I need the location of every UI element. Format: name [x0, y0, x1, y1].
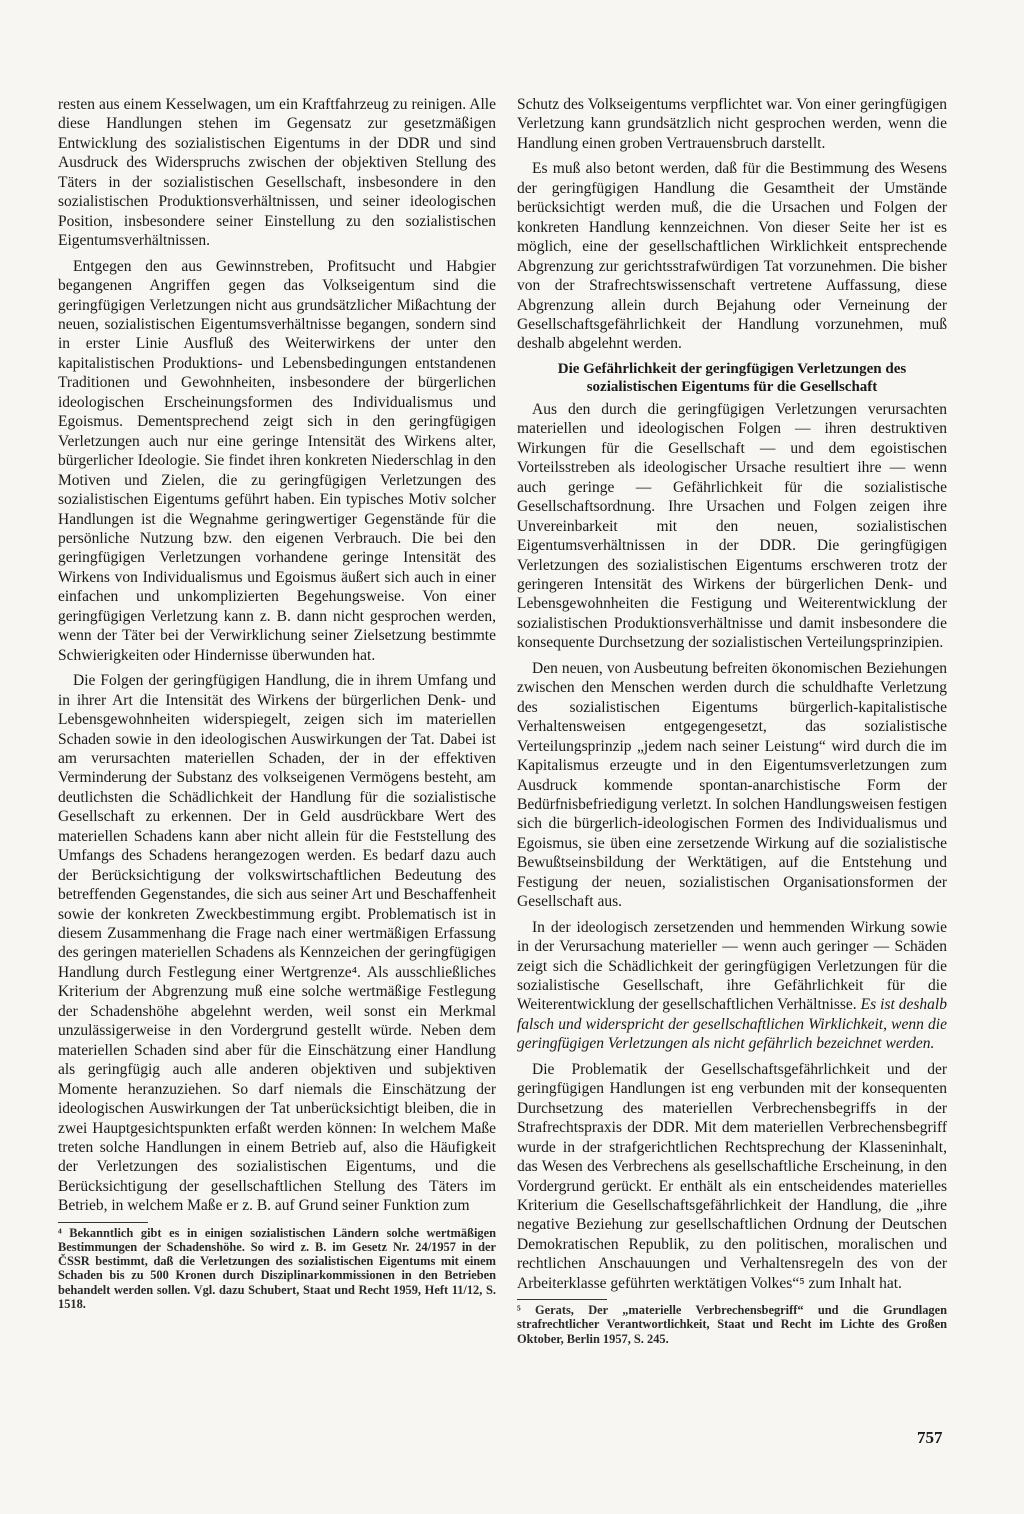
- paragraph: Schutz des Volkseigentums verpflichtet war. Von einer geringfügigen Verletzung kann grundsätzlich nicht gesprochen werden, wenn die Handlung einen groben Vertrauensbruch darstellt.: [517, 96, 947, 152]
- paragraph: Die Problematik der Gesellschaftsgefährlichkeit und der geringfügigen Handlungen ist eng verbunden mit der konsequenten Durchsetzung des materiellen Verbrechensbegriffs in der Strafrechtspraxis der DDR. Mit dem materiellen Verbrechensbegriff wurde in der strafgerichtlichen Rechtsprechung der Klasseninhalt, das Wesen des Verbrechens als gesellschaftliche Erscheinung, in den Vordergrund gerückt. Er enthält als ein entscheidendes materielles Kriterium die Gesellschaftsgefährlichkeit der Handlung, die „ihre negative Beziehung zur gesellschaftlichen Ordnung der Deutschen Demokratischen Republik, zu den politischen, moralischen und rechtlichen Anschauungen und Verhaltensregeln des von der Arbeiterklasse geführten werktätigen Volkes“⁵ zum Inhalt hat.: [517, 1060, 947, 1292]
- footnote-separator: [58, 1222, 148, 1223]
- paragraph: resten aus einem Kesselwagen, um ein Kraftfahrzeug zu reinigen. Alle diese Handlungen stehen im Gegensatz zur gesetzmäßigen Entwicklung des sozialistischen Eigentums in der DDR und sind Ausdruck des Widerspruchs zwischen der objektiven Stellung des Täters in der sozialistischen Gesellschaft, insbesondere in den sozialistischen Produktionsverhältnissen, und seiner ideologischen Position, insbesondere seiner Einstellung zu den sozialistischen Eigentumsverhältnissen.: [58, 96, 496, 250]
- paragraph: Entgegen den aus Gewinnstreben, Profitsucht und Habgier begangenen Angriffen gegen das Volkseigentum sind die geringfügigen Verletzungen nicht aus grundsätzlicher Mißachtung der neuen, sozialistischen Eigentumsverhältnisse begangen, sondern sind in erster Linie Ausfluß des Weiterwirkens der unter den kapitalistischen Produktions- und Lebensbedingungen entstandenen Traditionen und Gewohnheiten, insbesondere der bürgerlichen ideologischen Erscheinungsformen des Individualismus und Egoismus. Dementsprechend zeigt sich in den geringfügigen Verletzungen auch nur eine geringe Intensität des Wirkens alter, bürgerlicher Ideologie. Sie findet ihren konkreten Niederschlag in den Motiven und Zielen, die zu geringfügigen Verletzungen des sozialistischen Eigentums geführt haben. Ein typisches Motiv solcher Handlungen ist die Wegnahme geringwertiger Gegenstände für die persönliche Nutzung bzw. den eigenen Verbrauch. Die bei den geringfügigen Verletzungen vorhandene geringe Intensität des Wirkens von Individualismus und Egoismus äußert sich auch in einer einfachen und unkomplizierten Begehungsweise. Von einer geringfügigen Verletzung kann z. B. dann nicht gesprochen werden, wenn der Täter bei der Verwirklichung seiner Zielsetzung bestimmte Schwierigkeiten oder Hindernisse überwunden hat.: [58, 257, 496, 664]
- paragraph: [517, 918, 947, 1054]
- paragraph-text: In der ideologisch zersetzenden und hemmenden Wirkung sowie in der Verursachung materieller — wenn auch geringer — Schäden zeigt sich die Schädlichkeit der geringfügigen Verletzungen für die sozialistische Gesellschaft, ihre Gefährlichkeit für die Weiterentwicklung der gesellschaftlichen Verhältnisse.: [517, 918, 947, 1014]
- footnote: ⁴ Bekanntlich gibt es in einigen sozialistischen Ländern solche wertmäßigen Bestimmungen der Schadenshöhe. So wird z. B. im Gesetz Nr. 24/1957 in der ČSSR bestimmt, daß die Verletzungen des sozialistischen Eigentums mit einem Schaden bis zu 500 Kronen durch Disziplinarkommissionen in den Betrieben behandelt werden sollen. Vgl. dazu Schubert, Staat und Recht 1959, Heft 11/12, S. 1518.: [58, 1225, 496, 1311]
- paragraph: Es muß also betont werden, daß für die Bestimmung des Wesens der geringfügigen Handlung die Gesamtheit der Umstände berücksichtigt werden muß, die die Ursachen und Folgen der konkreten Handlung kennzeichnen. Von dieser Seite her ist es möglich, eine der gesellschaftlichen Wirklichkeit entsprechende Abgrenzung zur gerichtsstrafwürdigen Tat vorzunehmen. Die bisher von der Strafrechtswissenschaft vertretene Auffassung, diese Abgrenzung allein durch Bejahung oder Verneinung der Gesellschaftsgefährlichkeit der Handlung vorzunehmen, muß deshalb abgelehnt werden.: [517, 160, 947, 353]
- emphasized-text: Es ist deshalb falsch und widerspricht der gesellschaftlichen Wirklichkeit, wenn die geringfügigen Verletzungen als nicht gefährlich bezeichnet werden.: [517, 996, 947, 1053]
- left-column: [58, 95, 496, 1311]
- paragraph: Aus den durch die geringfügigen Verletzungen verursachten materiellen und ideologischen Folgen — ihren destruktiven Wirkungen für die Gesellschaft — und dem egoistischen Vorteilsstreben als ideologischer Ursache resultiert ihre — wenn auch geringe — Gefährlichkeit für die sozialistische Gesellschaftsordnung. Ihre Ursachen und Folgen zeigen ihre Unvereinbarkeit mit den neuen, sozialistischen Eigentumsverhältnissen in der DDR. Die geringfügigen Verletzungen des sozialistischen Eigentums erschweren trotz der geringeren Intensität des Wirkens der bürgerlichen Denk- und Lebensgewohnheiten die Festigung und Weiterentwicklung der sozialistischen Produktionsverhältnisse und damit insbesondere die konsequente Durchsetzung der sozialistischen Verteilungsprinzipien.: [517, 400, 947, 652]
- footnote-separator: [517, 1299, 607, 1300]
- paragraph: Den neuen, von Ausbeutung befreiten ökonomischen Beziehungen zwischen den Menschen werden durch die schuldhafte Verletzung des sozialistischen Eigentums bürgerlich-kapitalistische Verhaltensweisen entgegengesetzt, das sozialistische Verteilungsprinzip „jedem nach seiner Leistung“ wird durch die im Kapitalismus erzeugte und in den Eigentumsverletzungen zum Ausdruck kommende spontan-anarchistische Form der Bedürfnisbefriedigung verletzt. In solchen Handlungsweisen festigen sich die bürgerlich-ideologischen Formen des Individualismus und Egoismus, sie üben eine zersetzende Wirkung auf die sozialistische Bewußtseinsbildung der Werktätigen, auf die Entstehung und Festigung der neuen, sozialistischen Organisationsformen der Gesellschaft aus.: [517, 659, 947, 911]
- footnote: ⁵ Gerats, Der „materielle Verbrechensbegriff“ und die Grundlagen strafrechtlicher Verantwortlichkeit, Staat und Recht im Lichte des Großen Oktober, Berlin 1957, S. 245.: [517, 1303, 947, 1346]
- right-column: [517, 95, 947, 1346]
- paragraph: Die Folgen der geringfügigen Handlung, die in ihrem Umfang und in ihrer Art die Intensität des Wirkens der bürgerlichen Denk- und Lebensgewohnheiten widerspiegelt, zeigen sich im materiellen Schaden sowie in den ideologischen Auswirkungen der Tat. Dabei ist am verursachten materiellen Schaden, der in der effektiven Verminderung der Substanz des volkseigenen Vermögens besteht, am deutlichsten die Schädlichkeit der Handlung für die sozialistische Gesellschaft zu erkennen. Der in Geld ausdrückbare Wert des materiellen Schadens kann aber nicht allein für die Feststellung des Umfangs des Schadens herangezogen werden. Es bedarf dazu auch der Berücksichtigung der volkswirtschaftlichen Bedeutung des betreffenden Gegenstandes, die sich aus seiner Art und Beschaffenheit sowie der konkreten Zweckbestimmung ergibt. Problematisch ist in diesem Zusammenhang die Frage nach einer wertmäßigen Erfassung des geringen materiellen Schadens als Kennzeichen der geringfügigen Handlung durch Festlegung einer Wertgrenze⁴. Als ausschließliches Kriterium der Abgrenzung muß eine solche wertmäßige Festlegung der Schadenshöhe abgelehnt werden, weil sonst ein Merkmal unzulässigerweise in den Vordergrund gestellt würde. Neben dem materiellen Schaden sind aber für die Einschätzung einer Handlung als geringfügig auch alle anderen objektiven und subjektiven Momente heranzuziehen. So darf niemals die Einschätzung der ideologischen Auswirkungen der Tat unberücksichtigt bleiben, die in zwei Hauptgesichtspunkten erfaßt werden können: In welchem Maße treten solche Handlungen in einem Betrieb auf, also die Häufigkeit der Verletzungen des sozialistischen Eigentums, und die Berücksichtigung der gesellschaftlichen Stellung des Täters im Betrieb, in welchem Maße er z. B. auf Grund seiner Funktion zum: [58, 672, 496, 1215]
- page-number: 757: [917, 1428, 943, 1447]
- section-heading: Die Gefährlichkeit der geringfügigen Verletzungen des sozialistischen Eigentums für die Gesellschaft: [557, 360, 907, 395]
